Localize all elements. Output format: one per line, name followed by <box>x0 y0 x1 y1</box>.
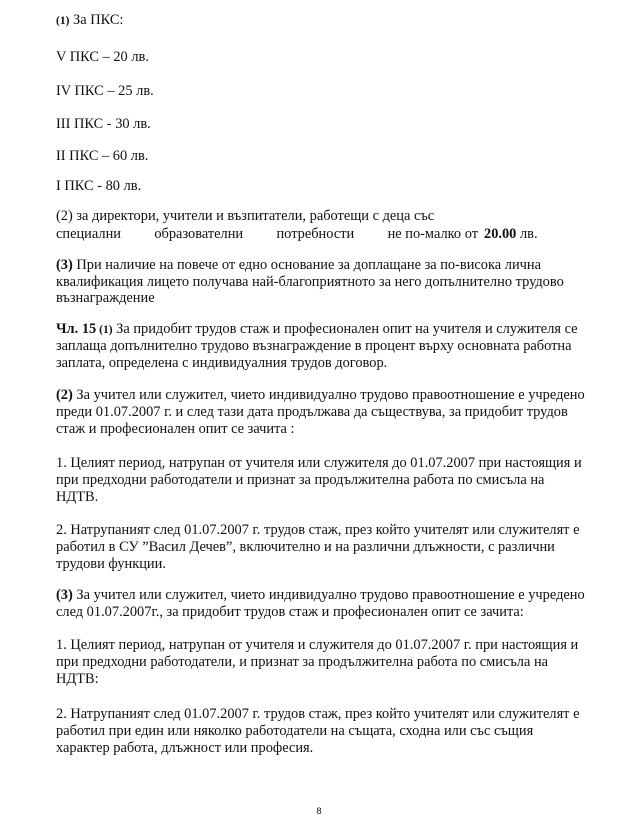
text-line: възнаграждение <box>56 290 155 306</box>
pks-level-3: III ПКС - 30 лв. <box>56 116 151 132</box>
text-line: квалификация лицето получава най-благоприятното за него допълнително трудово <box>56 274 564 290</box>
amount-value: 20.00 <box>484 226 517 242</box>
line-text: За учител или служител, чието индивидуално трудово правоотношение е учредено <box>72 387 585 403</box>
pks-level-5: V ПКС – 20 лв. <box>56 49 149 65</box>
text-line: заплаща допълнително трудово възнаграждение в процент върху основната работна <box>56 338 572 354</box>
text-line: За ПКС: <box>69 12 124 28</box>
word: образователни <box>154 226 244 242</box>
text-line <box>56 387 585 404</box>
word: потребности <box>276 226 355 242</box>
clause-number: (1) <box>56 15 70 27</box>
text-line: след 01.07.2007г., за придобит трудов стаж и професионален опит се зачита: <box>56 604 524 620</box>
clause-number: (3) <box>56 587 73 603</box>
text-line <box>56 321 578 339</box>
text-line: 1. Целият период, натрупан от учителя или служителя до 01.07.2007 при настоящия и <box>56 455 582 471</box>
pks-level-2: II ПКС – 60 лв. <box>56 148 149 164</box>
text-line: 2. Натрупаният след 01.07.2007 г. трудов стаж, през който учителят или служителят е <box>56 706 580 722</box>
text-line: работил в СУ ”Васил Дечев”, включително и на различни длъжности, с различни <box>56 539 555 555</box>
text-line: работил при един или няколко работодатели на същата, сходна или със същия <box>56 723 534 739</box>
text-line <box>56 226 538 243</box>
clause-number: (3) <box>56 257 73 273</box>
text-line: 1. Целият период, натрупан от учителя и служителя до 01.07.2007 г. при настоящия и <box>56 637 579 653</box>
pks-level-1: I ПКС - 80 лв. <box>56 178 142 194</box>
clause-number: (2) <box>56 387 73 403</box>
text-line: характер работа, длъжност или професия. <box>56 740 314 756</box>
text-line: трудови функции. <box>56 556 166 572</box>
line-text: При наличие на повече от едно основание за доплащане за по-висока лична <box>72 257 541 273</box>
text-line: заплата, определена с индивидуалния трудов договор. <box>56 355 388 371</box>
text-line: преди 01.07.2007 г. и след тази дата продължава да съществува, за придобит трудов <box>56 404 568 420</box>
currency: лв. <box>516 226 538 242</box>
article-number: Чл. 15 <box>56 321 97 337</box>
page-number: 8 <box>316 806 322 817</box>
justified-words <box>56 226 478 243</box>
line-text: За учител или служител, чието индивидуално трудово правоотношение е учредено <box>72 587 585 603</box>
text-line: при предходни работодатели, и признат за продължителна работа по смисъла на <box>56 654 549 670</box>
text-line: (2) за директори, учители и възпитатели, работещи с деца със <box>56 208 435 224</box>
text-line: 2. Натрупаният след 01.07.2007 г. трудов стаж, през който учителят или служителят е <box>56 522 580 538</box>
word: не по-малко от <box>387 226 478 242</box>
pks-level-4: IV ПКС – 25 лв. <box>56 83 154 99</box>
amount-group <box>484 226 538 243</box>
text-line: НДТВ. <box>56 489 99 505</box>
text-line: НДТВ: <box>56 671 99 687</box>
text-line: стаж и професионален опит се зачита : <box>56 421 295 437</box>
text-line <box>56 587 585 604</box>
text-line: при предходни работодатели и признат за продължителна работа по смисъла на <box>56 472 545 488</box>
line-text: За придобит трудов стаж и професионален опит на учителя и служителя се <box>112 321 578 337</box>
clause-number: (1) <box>96 324 113 336</box>
word: специални <box>56 226 121 242</box>
text-line <box>56 257 541 274</box>
paragraph-pks-heading <box>56 12 123 30</box>
